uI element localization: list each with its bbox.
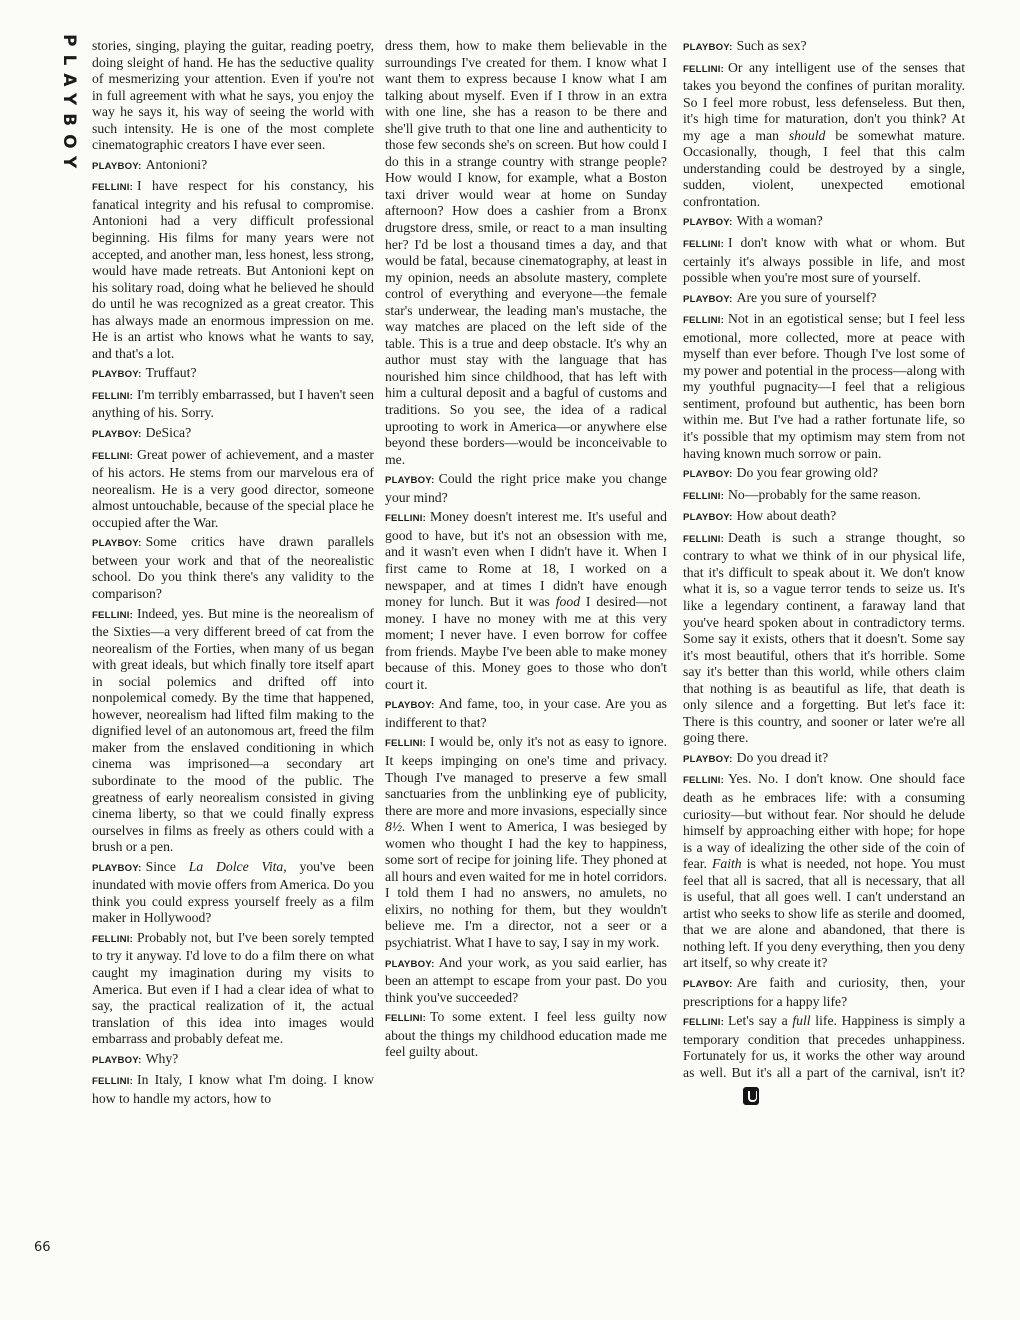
- paragraph: [683, 771, 965, 972]
- speaker-label: FELLINI:: [92, 390, 134, 402]
- italic-text: full: [792, 1013, 811, 1029]
- speaker-label: PLAYBOY:: [385, 700, 435, 712]
- paragraph-text: is what is needed, not hope. You must feel that all is sacred, that all is necessary, that all is useful, that all goes well. I can't understand an artist who seeks to show life as sterile and doomed, that we are alone and abandoned, that there is nothing left. If you deny everything, then you deny art itself, so why create it?: [683, 856, 965, 971]
- speaker-label: FELLINI:: [92, 1076, 134, 1088]
- paragraph: [683, 311, 965, 462]
- speaker-label: PLAYBOY:: [683, 753, 733, 765]
- paragraph-text: Probably not, but I've been sorely tempted to try it anyway. I'd love to do a film there on what caught my imagination during my visits to America. But even if I had a clear idea of what to say, the practical realization of it, the actual translation of this idea into images would embarrass and probably defeat me.: [92, 929, 374, 1047]
- paragraph-text: be somewhat mature. Occasionally, though, I feel that this calm understanding could be destroyed by a single, sudden, violent, unexpected emotional confrontation.: [683, 127, 965, 209]
- paragraph: [92, 387, 374, 422]
- paragraph-text: Indeed, yes. But mine is the neorealism of the Sixties—a very different breed of cat from the neorealism of the Forties, when many of us began with great ideals, but which finally tore itself apart in social polemics and drifted off into nonpolemical comedy. By the time that happened, however, neorealism had lifted film making to the dignified level of an autonomous art, freed the film maker from the enslaved conditioning in which cinema was imprisoned—a secondary art subordinate to the mood of the public. The greatness of early neorealism consisted in giving cinema liberty, so that we could finally express ourselves in films as freely as others could with a brush or a pen.: [92, 605, 374, 855]
- paragraph-text: I don't know with what or whom. But certainly it's always possible in life, and most possible when you're most sure of yourself.: [683, 235, 965, 286]
- paragraph-text: Yes. No. I don't know. One should face death as he embraces life: with a consuming curiosity—but without fear. Nor should he delude himself by approaching either with hope; for hope is a way of idealizing the other side of the coin of fear.: [683, 771, 965, 872]
- italic-text: 8½.: [385, 819, 406, 835]
- paragraph: [385, 696, 667, 731]
- speaker-label: FELLINI:: [385, 1013, 427, 1025]
- paragraph: [385, 38, 667, 468]
- paragraph-text: Great power of achievement, and a master of his actors. He stems from our marvelous era of neorealism. He is a very good director, someone almost untouchable, because of the special place he occupied after the War.: [92, 446, 374, 530]
- paragraph-text: stories, singing, playing the guitar, reading poetry, doing sleight of hand. He has the seductive quality of mesmerizing your attention. Even if you're not in full agreement with what he says, you enjoy the way he says it, his way of seeing the world with such intensity. He is one of the most complete cinematographic creators I have ever seen.: [92, 38, 374, 153]
- speaker-label: FELLINI:: [683, 239, 725, 251]
- page-number: 66: [34, 1240, 51, 1255]
- paragraph: [683, 290, 965, 309]
- paragraph-text: No—probably for the same reason.: [728, 486, 921, 502]
- speaker-label: PLAYBOY:: [683, 978, 733, 990]
- speaker-label: PLAYBOY:: [385, 475, 435, 487]
- speaker-label: PLAYBOY:: [683, 217, 733, 229]
- paragraph: [683, 213, 965, 232]
- speaker-label: FELLINI:: [683, 1017, 725, 1029]
- paragraph-text: you've been inundated with movie offers from America. Do you think you could express yourself freely as a film maker in Hollywood?: [92, 858, 374, 926]
- paragraph-text: How about death?: [736, 508, 837, 524]
- paragraph: [683, 975, 965, 1010]
- masthead-logo: PLAYBOY: [59, 34, 79, 177]
- speaker-label: FELLINI:: [683, 63, 725, 75]
- paragraph-text: Such as sex?: [736, 38, 807, 53]
- paragraph: [683, 60, 965, 211]
- paragraph-text: Could the right price make you change your mind?: [385, 471, 667, 505]
- speaker-label: PLAYBOY:: [683, 42, 733, 53]
- paragraph: [92, 606, 374, 856]
- italic-text: La Dolce Vita,: [188, 858, 287, 874]
- paragraph: [385, 1009, 667, 1061]
- paragraph: [92, 1072, 374, 1107]
- paragraph-text: Why?: [145, 1050, 179, 1066]
- paragraph: [683, 235, 965, 287]
- paragraph-text: life. Happiness is simply a temporary condition that precedes unhappiness. Fortunately for us, it works the other way around as well. But it's all a part of the carnival, isn't it?: [683, 1013, 965, 1080]
- paragraph: [683, 487, 965, 506]
- article-column-3: [683, 38, 965, 1268]
- paragraph: [92, 534, 374, 602]
- paragraph: [683, 508, 965, 527]
- speaker-label: PLAYBOY:: [683, 293, 733, 305]
- paragraph-text: Are faith and curiosity, then, your prescriptions for a happy life?: [683, 974, 965, 1009]
- paragraph: [683, 750, 965, 769]
- paragraph: [92, 859, 374, 927]
- speaker-label: PLAYBOY:: [92, 1054, 142, 1066]
- paragraph-text: I'm terribly embarrassed, but I haven't seen anything of his. Sorry.: [92, 386, 374, 421]
- speaker-label: PLAYBOY:: [385, 958, 435, 970]
- paragraph: [92, 157, 374, 176]
- paragraph: [92, 425, 374, 444]
- speaker-label: PLAYBOY:: [683, 469, 733, 481]
- paragraph-text: Not in an egotistical sense; but I feel less emotional, more collected, more at peace with myself than ever before. Though I've lost some of my power and potential in the process—along with my youthful pugnacity—I feel that a religious sentiment, profound but authentic, has been born within me. But I've had a rather fortunate life, so it's possible that my optimism may stem from not having known much sorrow or pain.: [683, 311, 965, 461]
- paragraph: [385, 734, 667, 951]
- paragraph-text: Money doesn't interest me. It's useful and good to have, but it's not an obsession with me, and it wasn't even when I didn't have it. When I first came to Rome at 18, I worked on a newspaper, and at times I didn't have enough money for lunch. But it was: [385, 509, 667, 610]
- paragraph-text: Antonioni?: [145, 156, 208, 172]
- paragraph-text: I desired—not money. I have no money with me at this very moment; I never have. I even borrow for coffee from friends. Maybe I've been able to make money because of this. Money goes to those who don't court it.: [385, 594, 667, 692]
- paragraph-text: With a woman?: [736, 213, 823, 229]
- paragraph: [683, 465, 965, 484]
- paragraph: [385, 509, 667, 693]
- italic-text: food: [555, 594, 581, 610]
- paragraph: [92, 38, 374, 154]
- paragraph-text: Do you dread it?: [736, 749, 829, 765]
- paragraph: [92, 930, 374, 1048]
- paragraph: [683, 1013, 965, 1105]
- paragraph: [92, 365, 374, 384]
- paragraph-text: To some extent. I feel less guilty now about the things my childhood education made me feel guilty about.: [385, 1009, 667, 1060]
- speaker-label: FELLINI:: [92, 182, 134, 194]
- paragraph-text: In Italy, I know what I'm doing. I know how to handle my actors, how to: [92, 1072, 374, 1106]
- speaker-label: FELLINI:: [385, 738, 427, 750]
- speaker-label: PLAYBOY:: [92, 160, 142, 172]
- paragraph-text: When I went to America, I was besieged by women who thought I had the key to happiness, some sort of recipe for joining life. They phoned at all hours and even waited for me in hotel corridors. I told them I had no answers, no amulets, no elixirs, no nothing for them, but they wouldn't believe me. I'm a director, not a seer or a psychiatrist. What I have to say, I say in my work.: [385, 819, 667, 950]
- paragraph-text: Some critics have drawn parallels between your work and that of the neorealistic school. Do you think there's any validity to the comparison?: [92, 534, 374, 601]
- paragraph: [385, 955, 667, 1007]
- article-column-2: [385, 38, 667, 1268]
- paragraph: [92, 447, 374, 532]
- paragraph-text: dress them, how to make them believable in the surroundings I've created for them. I know what I want them to express because I know what I am talking about myself. Even if I throw in an extra with one line, she has a reason to be there and she'll give truth to that one line and authenticity to those few seconds she's on screen. But how could I do this in a strange country with strange people? How would I know, for example, what a Boston taxi driver would wear at home on Sunday afternoon? How does a cashier from a Bronx drugstore dress, smile, or react to a man insulting her? I'd be lost a thousand times a day, and that would be fatal, because cinematography, at least in my opinion, needs an absolute mastery, complete control of everything and everyone—the female star's underwear, the leading man's mustache, the way matches are placed on the left side of the table. This is a true and deep obstacle. It's why an author must stay with the language that has nourished him since childhood, that has left with him a cultural deposit and a bagful of customs and traditions. So you see, the idea of a radical uprooting to work in America—or anywhere else beyond these borders—would be inconceivable to me.: [385, 38, 667, 467]
- speaker-label: FELLINI:: [385, 513, 427, 525]
- paragraph-text: Are you sure of yourself?: [736, 289, 877, 305]
- article-column-1: [92, 38, 374, 1268]
- end-mark-icon: [743, 1087, 759, 1105]
- speaker-label: FELLINI:: [683, 315, 725, 327]
- speaker-label: FELLINI:: [92, 609, 134, 621]
- paragraph-text: Let's say a: [728, 1013, 788, 1029]
- italic-text: Faith: [712, 856, 742, 872]
- paragraph-text: Death is such a strange thought, so contrary to what we think of in our physical life, that it's difficult to speak about it. We don't know what it is, so a vague terror tends to seize us. It's like a legendary continent, a faraway land that you've heard spoken about in contradictory terms. Some say it exists, others that it doesn't. Some say it's most beautiful, others that it's horrible. Some say it's better than this world, while others claim that nothing is as beautiful as life, that death is only silence and a forgetting. But let's face it: There is this country, and sooner or later we're all going there.: [683, 529, 965, 746]
- speaker-label: PLAYBOY:: [683, 512, 733, 524]
- paragraph-text: I would be, only it's not as easy to ignore. It keeps impinging on one's time and privacy. Though I've managed to preserve a few small sanctuaries from the unblinking eye of publicity, there are more and more invasions, especially since: [385, 734, 667, 818]
- speaker-label: FELLINI:: [683, 490, 725, 502]
- speaker-label: PLAYBOY:: [92, 369, 142, 381]
- speaker-label: FELLINI:: [683, 533, 725, 545]
- paragraph-text: DeSica?: [145, 425, 192, 441]
- paragraph: [92, 1051, 374, 1070]
- speaker-label: FELLINI:: [92, 933, 134, 945]
- speaker-label: FELLINI:: [92, 450, 134, 462]
- paragraph-text: Truffaut?: [145, 365, 197, 381]
- paragraph-text: And fame, too, in your case. Are you as indifferent to that?: [385, 696, 667, 730]
- paragraph-text: And your work, as you said earlier, has been an attempt to escape from your past. Do you think you've succeeded?: [385, 954, 667, 1005]
- speaker-label: FELLINI:: [683, 775, 725, 787]
- paragraph: [683, 530, 965, 747]
- paragraph: [385, 471, 667, 506]
- paragraph-text: I have respect for his constancy, his fanatical integrity and his refusal to compromise. Antonioni had a very difficult professional beginning. His films for many years were not accepted, and another man, less honest, less strong, would have made retreats. But Antonioni kept on his solitary road, doing what he believed he should do until he was recognized as a great creator. This has always made an enormous impression on me. He is an artist who knows what he wants to say, and that's a lot.: [92, 178, 374, 361]
- paragraph: [683, 38, 965, 57]
- italic-text: should: [788, 127, 826, 143]
- paragraph-text: Do you fear growing old?: [736, 465, 878, 481]
- speaker-label: PLAYBOY:: [92, 538, 142, 550]
- speaker-label: PLAYBOY:: [92, 429, 142, 441]
- speaker-label: PLAYBOY:: [92, 862, 142, 874]
- paragraph-text: Since: [145, 858, 176, 874]
- paragraph: [92, 178, 374, 362]
- paragraph-text: Or any intelligent use of the senses that takes you beyond the confines of puritan morality. So I feel more robust, less defenseless. But then, it's high time for maturation, don't you think? At my age a man: [683, 59, 965, 143]
